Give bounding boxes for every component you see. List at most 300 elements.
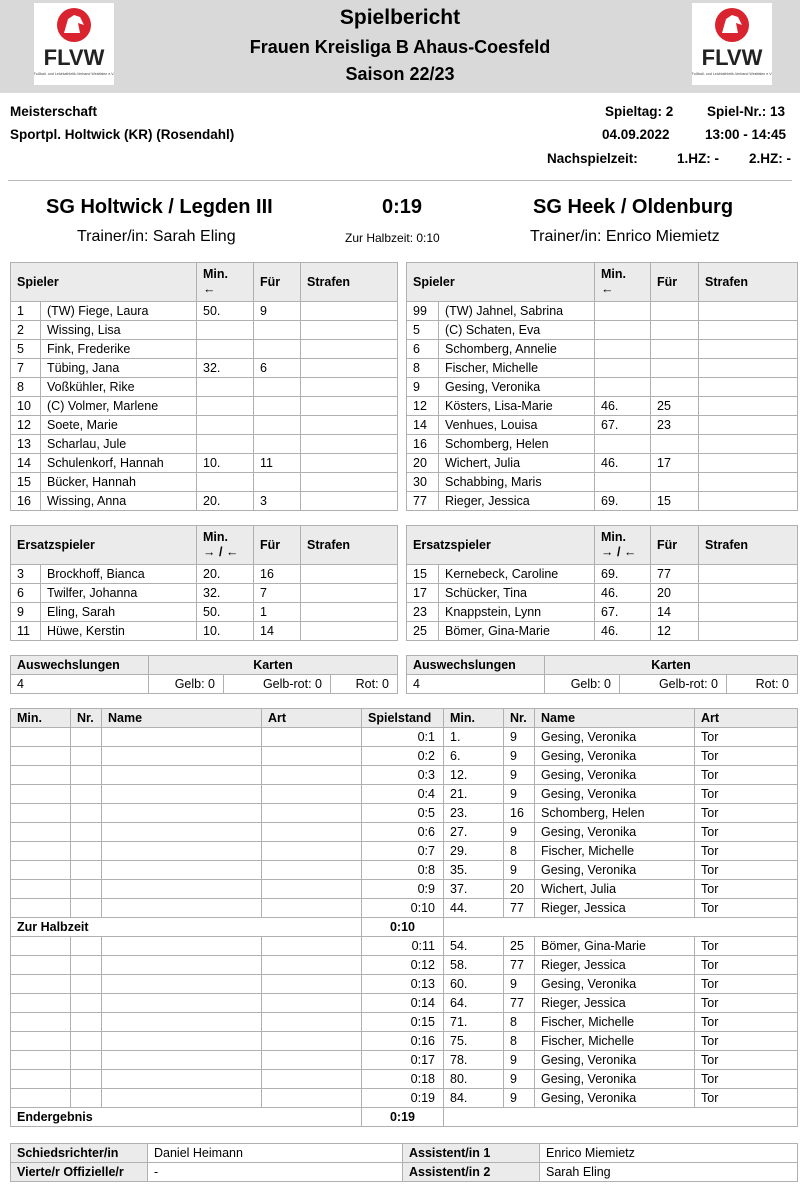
col-away-nr: Nr.	[504, 709, 535, 728]
player-minute: 10.	[197, 622, 254, 641]
col-strafen: Strafen	[699, 526, 798, 565]
away-subs-table	[406, 525, 798, 641]
player-name: (C) Schaten, Eva	[439, 321, 595, 340]
goal-event-row	[11, 956, 798, 975]
player-name: Scharlau, Jule	[41, 435, 197, 454]
player-for	[254, 378, 301, 397]
home-event-empty	[102, 785, 262, 804]
event-minute: 1.	[444, 728, 504, 747]
event-type: Tor	[695, 766, 798, 785]
player-for	[254, 321, 301, 340]
player-minute: 50.	[197, 302, 254, 321]
home-event-empty	[102, 1089, 262, 1108]
away-yellow: Gelb: 0	[545, 675, 620, 694]
player-for	[254, 416, 301, 435]
event-number: 9	[504, 747, 535, 766]
home-event-empty	[11, 937, 71, 956]
event-player: Rieger, Jessica	[535, 899, 695, 918]
home-event-empty	[102, 956, 262, 975]
home-event-empty	[102, 1032, 262, 1051]
final-label: Endergebnis	[11, 1108, 362, 1127]
player-for: 1	[254, 603, 301, 622]
event-number: 8	[504, 1013, 535, 1032]
event-score: 0:10	[362, 899, 444, 918]
player-name: Schomberg, Annelie	[439, 340, 595, 359]
event-minute: 64.	[444, 994, 504, 1013]
player-penalties	[301, 473, 398, 492]
home-event-empty	[71, 1032, 102, 1051]
home-sub-row	[11, 603, 398, 622]
player-number: 1	[11, 302, 41, 321]
player-for	[651, 302, 699, 321]
event-score: 0:3	[362, 766, 444, 785]
player-name: Voßkühler, Rike	[41, 378, 197, 397]
player-number: 9	[407, 378, 439, 397]
col-auswechslungen: Auswechslungen	[407, 656, 545, 675]
home-event-empty	[102, 975, 262, 994]
event-minute: 58.	[444, 956, 504, 975]
svg-text:FLVW: FLVW	[43, 45, 105, 70]
col-away-art: Art	[695, 709, 798, 728]
event-player: Gesing, Veronika	[535, 975, 695, 994]
player-minute	[197, 321, 254, 340]
player-penalties	[301, 321, 398, 340]
col-ersatz: Ersatzspieler	[407, 526, 595, 565]
home-event-empty	[102, 1013, 262, 1032]
away-player-row	[407, 435, 798, 454]
goal-event-row	[11, 899, 798, 918]
player-for	[651, 321, 699, 340]
event-score: 0:2	[362, 747, 444, 766]
event-type: Tor	[695, 785, 798, 804]
player-number: 15	[11, 473, 41, 492]
player-name: Schulenkorf, Hannah	[41, 454, 197, 473]
player-penalties	[699, 565, 798, 584]
referee-name: Daniel Heimann	[148, 1144, 403, 1163]
event-number: 9	[504, 823, 535, 842]
player-penalties	[301, 359, 398, 378]
player-for: 77	[651, 565, 699, 584]
halftime-label: Zur Halbzeit	[11, 918, 362, 937]
player-penalties	[699, 603, 798, 622]
player-minute: 50.	[197, 603, 254, 622]
home-event-empty	[262, 804, 362, 823]
home-player-row	[11, 416, 398, 435]
player-penalties	[699, 359, 798, 378]
player-penalties	[301, 378, 398, 397]
player-number: 13	[11, 435, 41, 454]
home-player-row	[11, 302, 398, 321]
home-event-empty	[262, 975, 362, 994]
home-event-empty	[102, 937, 262, 956]
home-event-empty	[71, 1013, 102, 1032]
player-name: Rieger, Jessica	[439, 492, 595, 511]
col-home-name: Name	[102, 709, 262, 728]
event-number: 9	[504, 1070, 535, 1089]
home-event-empty	[71, 956, 102, 975]
col-home-min: Min.	[11, 709, 71, 728]
goal-event-row	[11, 785, 798, 804]
player-name: Knappstein, Lynn	[439, 603, 595, 622]
event-number: 77	[504, 899, 535, 918]
officials-table	[10, 1143, 798, 1182]
event-minute: 75.	[444, 1032, 504, 1051]
event-type: Tor	[695, 937, 798, 956]
home-event-empty	[11, 975, 71, 994]
away-player-row	[407, 454, 798, 473]
player-for: 25	[651, 397, 699, 416]
event-minute: 37.	[444, 880, 504, 899]
player-minute	[197, 378, 254, 397]
event-type: Tor	[695, 880, 798, 899]
home-event-empty	[11, 766, 71, 785]
event-number: 8	[504, 1032, 535, 1051]
event-minute: 60.	[444, 975, 504, 994]
home-player-row	[11, 397, 398, 416]
player-name: Bömer, Gina-Marie	[439, 622, 595, 641]
event-number: 77	[504, 994, 535, 1013]
halftime-score-cell: 0:10	[362, 918, 444, 937]
player-name: Brockhoff, Bianca	[41, 565, 197, 584]
player-name: Venhues, Louisa	[439, 416, 595, 435]
player-number: 23	[407, 603, 439, 622]
col-karten: Karten	[149, 656, 398, 675]
player-number: 7	[11, 359, 41, 378]
home-event-empty	[11, 880, 71, 899]
match-number: Spiel-Nr.: 13	[707, 104, 786, 119]
home-player-row	[11, 321, 398, 340]
home-event-empty	[262, 1032, 362, 1051]
player-name: Fink, Frederike	[41, 340, 197, 359]
event-number: 9	[504, 1089, 535, 1108]
home-event-empty	[71, 975, 102, 994]
goal-event-row	[11, 1089, 798, 1108]
fourth-official-name: -	[148, 1163, 403, 1182]
player-for: 9	[254, 302, 301, 321]
home-lineup-table	[10, 262, 398, 511]
home-event-empty	[11, 804, 71, 823]
home-event-empty	[262, 956, 362, 975]
player-name: Schabbing, Maris	[439, 473, 595, 492]
player-name: (C) Volmer, Marlene	[41, 397, 197, 416]
event-number: 20	[504, 880, 535, 899]
event-player: Gesing, Veronika	[535, 747, 695, 766]
event-score: 0:7	[362, 842, 444, 861]
player-for	[254, 473, 301, 492]
matchday: Spieltag: 2	[605, 104, 674, 119]
player-name: Bücker, Hannah	[41, 473, 197, 492]
home-event-empty	[11, 994, 71, 1013]
away-red: Rot: 0	[727, 675, 798, 694]
event-type: Tor	[695, 994, 798, 1013]
player-minute	[197, 416, 254, 435]
home-event-empty	[262, 937, 362, 956]
event-player: Schomberg, Helen	[535, 804, 695, 823]
nachspielzeit-label: Nachspielzeit:	[547, 151, 638, 166]
player-number: 77	[407, 492, 439, 511]
event-number: 9	[504, 1051, 535, 1070]
player-for: 14	[651, 603, 699, 622]
home-event-empty	[71, 747, 102, 766]
col-home-art: Art	[262, 709, 362, 728]
player-minute: 20.	[197, 565, 254, 584]
player-minute	[595, 473, 651, 492]
event-type: Tor	[695, 823, 798, 842]
player-penalties	[699, 416, 798, 435]
player-name: Wissing, Lisa	[41, 321, 197, 340]
col-fuer: Für	[651, 526, 699, 565]
home-event-empty	[11, 728, 71, 747]
player-penalties	[699, 340, 798, 359]
goal-event-row	[11, 937, 798, 956]
player-minute	[595, 302, 651, 321]
away-team: SG Heek / Oldenburg	[533, 196, 734, 218]
svg-text:FLVW: FLVW	[701, 45, 763, 70]
player-name: Hüwe, Kerstin	[41, 622, 197, 641]
home-event-empty	[262, 861, 362, 880]
player-number: 6	[11, 584, 41, 603]
home-event-empty	[262, 1051, 362, 1070]
event-player: Gesing, Veronika	[535, 766, 695, 785]
player-penalties	[699, 584, 798, 603]
event-type: Tor	[695, 899, 798, 918]
event-score: 0:19	[362, 1089, 444, 1108]
home-event-empty	[262, 823, 362, 842]
col-min: Min. ←	[197, 263, 254, 302]
player-for: 15	[651, 492, 699, 511]
event-score: 0:16	[362, 1032, 444, 1051]
player-minute: 69.	[595, 565, 651, 584]
home-event-empty	[71, 785, 102, 804]
home-event-empty	[71, 1070, 102, 1089]
player-number: 16	[11, 492, 41, 511]
event-minute: 35.	[444, 861, 504, 880]
player-minute: 46.	[595, 584, 651, 603]
player-minute: 20.	[197, 492, 254, 511]
home-event-empty	[71, 994, 102, 1013]
assistant2-label: Assistent/in 2	[403, 1163, 540, 1182]
assistant1-name: Enrico Miemietz	[540, 1144, 798, 1163]
goal-event-row	[11, 823, 798, 842]
event-type: Tor	[695, 1013, 798, 1032]
player-for: 20	[651, 584, 699, 603]
home-player-row	[11, 435, 398, 454]
home-event-empty	[102, 747, 262, 766]
event-player: Rieger, Jessica	[535, 956, 695, 975]
col-min: Min. ←	[595, 263, 651, 302]
col-auswechslungen: Auswechslungen	[11, 656, 149, 675]
col-spieler: Spieler	[11, 263, 197, 302]
player-minute	[197, 340, 254, 359]
event-minute: 12.	[444, 766, 504, 785]
player-name: Eling, Sarah	[41, 603, 197, 622]
home-event-empty	[262, 994, 362, 1013]
player-penalties	[301, 603, 398, 622]
col-fuer: Für	[254, 526, 301, 565]
event-player: Gesing, Veronika	[535, 785, 695, 804]
event-minute: 23.	[444, 804, 504, 823]
player-penalties	[699, 435, 798, 454]
player-penalties	[699, 454, 798, 473]
player-penalties	[699, 378, 798, 397]
home-red: Rot: 0	[331, 675, 398, 694]
event-number: 77	[504, 956, 535, 975]
home-event-empty	[102, 823, 262, 842]
event-score: 0:6	[362, 823, 444, 842]
player-number: 5	[407, 321, 439, 340]
player-for	[254, 435, 301, 454]
venue: Sportpl. Holtwick (KR) (Rosendahl)	[10, 127, 235, 142]
home-event-empty	[262, 1089, 362, 1108]
event-minute: 54.	[444, 937, 504, 956]
home-yellow-red: Gelb-rot: 0	[224, 675, 331, 694]
away-sub-row	[407, 584, 798, 603]
match-date: 04.09.2022	[602, 127, 670, 142]
home-yellow: Gelb: 0	[149, 675, 224, 694]
home-event-empty	[262, 747, 362, 766]
home-sub-row	[11, 622, 398, 641]
empty-cell	[444, 918, 798, 937]
away-player-row	[407, 473, 798, 492]
home-player-row	[11, 492, 398, 511]
referee-label: Schiedsrichter/in	[11, 1144, 148, 1163]
event-score: 0:5	[362, 804, 444, 823]
player-penalties	[699, 492, 798, 511]
player-number: 8	[11, 378, 41, 397]
empty-cell	[444, 1108, 798, 1127]
player-for: 14	[254, 622, 301, 641]
goal-event-row	[11, 861, 798, 880]
event-type: Tor	[695, 1051, 798, 1070]
event-player: Fischer, Michelle	[535, 842, 695, 861]
player-minute	[197, 435, 254, 454]
player-minute: 46.	[595, 622, 651, 641]
event-player: Gesing, Veronika	[535, 728, 695, 747]
home-sub-row	[11, 584, 398, 603]
home-event-empty	[102, 842, 262, 861]
home-event-empty	[11, 1013, 71, 1032]
col-strafen: Strafen	[699, 263, 798, 302]
event-player: Gesing, Veronika	[535, 823, 695, 842]
player-minute: 46.	[595, 397, 651, 416]
player-minute: 32.	[197, 359, 254, 378]
event-number: 8	[504, 842, 535, 861]
player-for: 23	[651, 416, 699, 435]
goal-event-row	[11, 804, 798, 823]
col-strafen: Strafen	[301, 526, 398, 565]
event-number: 9	[504, 766, 535, 785]
player-penalties	[301, 340, 398, 359]
player-name: Kösters, Lisa-Marie	[439, 397, 595, 416]
player-name: (TW) Fiege, Laura	[41, 302, 197, 321]
event-type: Tor	[695, 975, 798, 994]
col-away-min: Min.	[444, 709, 504, 728]
away-lineup-table	[406, 262, 798, 511]
event-number: 9	[504, 861, 535, 880]
event-number: 9	[504, 975, 535, 994]
player-name: Tübing, Jana	[41, 359, 197, 378]
player-name: Soete, Marie	[41, 416, 197, 435]
event-type: Tor	[695, 1032, 798, 1051]
home-event-empty	[11, 956, 71, 975]
player-name: Wichert, Julia	[439, 454, 595, 473]
player-number: 99	[407, 302, 439, 321]
goal-event-row	[11, 1032, 798, 1051]
away-sub-row	[407, 603, 798, 622]
player-penalties	[699, 397, 798, 416]
player-number: 11	[11, 622, 41, 641]
home-event-empty	[262, 899, 362, 918]
report-title: Spielbericht	[339, 6, 461, 29]
player-penalties	[301, 454, 398, 473]
col-spielstand: Spielstand	[362, 709, 444, 728]
home-event-empty	[71, 804, 102, 823]
home-event-empty	[102, 861, 262, 880]
season-title: Saison 22/23	[345, 64, 455, 84]
home-event-empty	[11, 1070, 71, 1089]
assistant2-name: Sarah Eling	[540, 1163, 798, 1182]
player-minute	[197, 397, 254, 416]
event-type: Tor	[695, 861, 798, 880]
player-penalties	[301, 584, 398, 603]
player-name: (TW) Jahnel, Sabrina	[439, 302, 595, 321]
event-number: 16	[504, 804, 535, 823]
event-score: 0:11	[362, 937, 444, 956]
home-event-empty	[262, 880, 362, 899]
home-cards-table	[10, 655, 398, 694]
home-event-empty	[102, 880, 262, 899]
goal-event-row	[11, 842, 798, 861]
goal-event-row	[11, 880, 798, 899]
player-for: 16	[254, 565, 301, 584]
event-minute: 84.	[444, 1089, 504, 1108]
final-score-cell: 0:19	[362, 1108, 444, 1127]
home-player-row	[11, 454, 398, 473]
col-min: Min. → / ←	[595, 526, 651, 565]
col-strafen: Strafen	[301, 263, 398, 302]
player-number: 12	[11, 416, 41, 435]
final-score: 0:19	[382, 196, 423, 218]
away-player-row	[407, 416, 798, 435]
home-event-empty	[11, 842, 71, 861]
event-score: 0:15	[362, 1013, 444, 1032]
player-for: 6	[254, 359, 301, 378]
player-penalties	[699, 622, 798, 641]
home-event-empty	[71, 823, 102, 842]
player-number: 25	[407, 622, 439, 641]
event-player: Rieger, Jessica	[535, 994, 695, 1013]
player-number: 10	[11, 397, 41, 416]
home-trainer: Trainer/in: Sarah Eling	[77, 228, 236, 245]
goal-event-row	[11, 1051, 798, 1070]
home-player-row	[11, 473, 398, 492]
away-player-row	[407, 340, 798, 359]
home-event-empty	[262, 1070, 362, 1089]
event-type: Tor	[695, 1089, 798, 1108]
home-event-empty	[71, 880, 102, 899]
player-number: 3	[11, 565, 41, 584]
col-min: Min. → / ←	[197, 526, 254, 565]
player-number: 14	[407, 416, 439, 435]
home-event-empty	[102, 899, 262, 918]
away-sub-row	[407, 622, 798, 641]
home-event-empty	[102, 1070, 262, 1089]
league-title: Frauen Kreisliga B Ahaus-Coesfeld	[249, 37, 551, 57]
event-minute: 80.	[444, 1070, 504, 1089]
event-player: Gesing, Veronika	[535, 861, 695, 880]
player-penalties	[301, 416, 398, 435]
player-minute	[595, 435, 651, 454]
